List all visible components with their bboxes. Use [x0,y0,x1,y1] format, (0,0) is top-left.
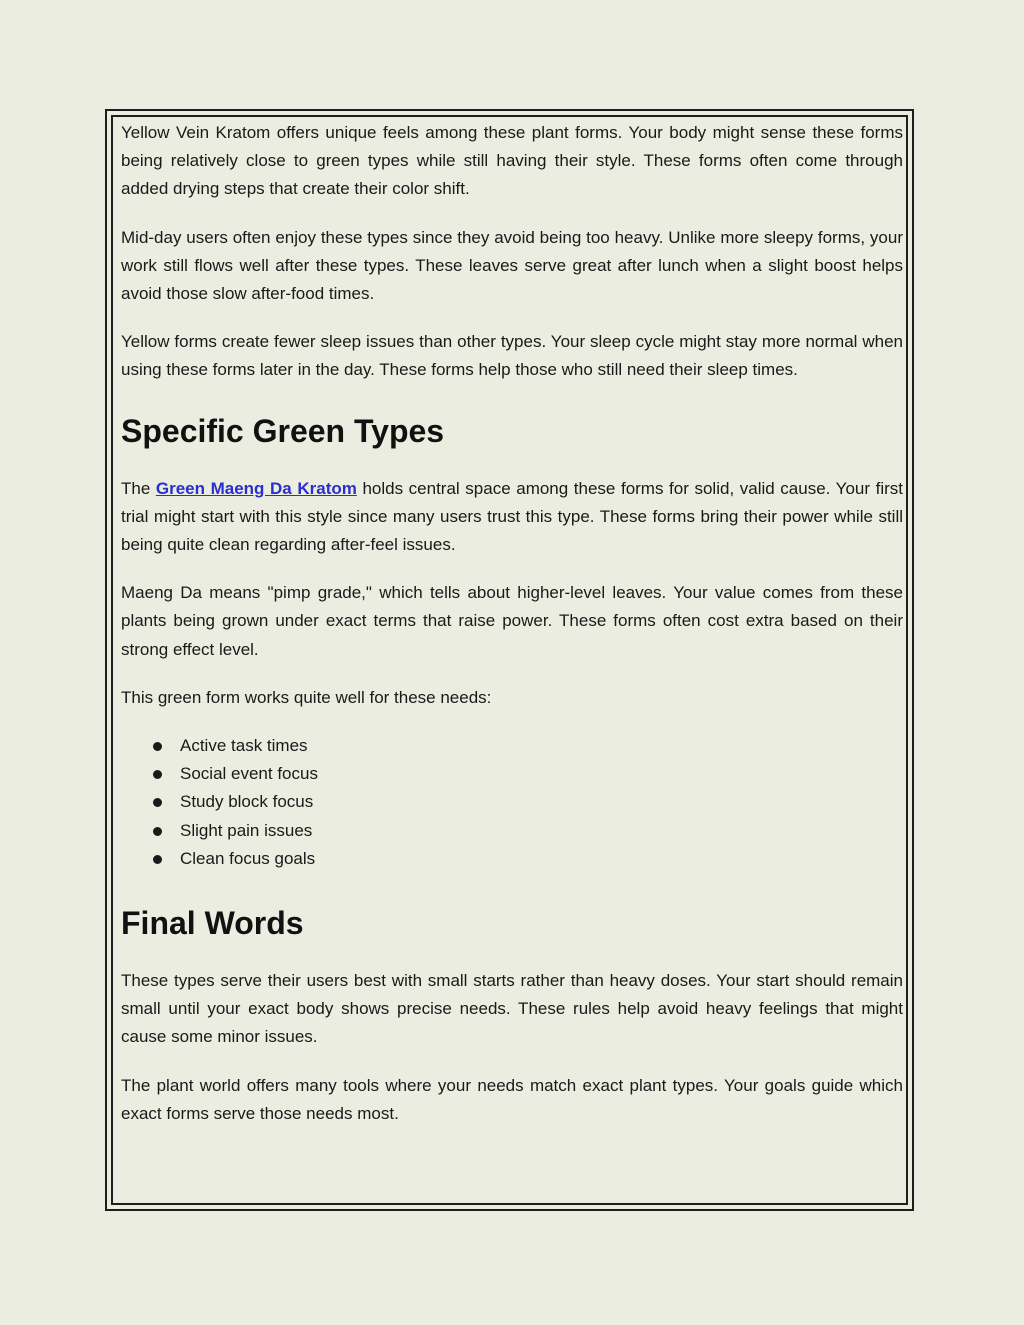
bullet-icon [153,827,162,836]
paragraph: Yellow forms create fewer sleep issues than other types. Your sleep cycle might stay more normal when using these forms later in the day. These forms help those who still need their sleep times. [121,332,903,380]
green-maeng-da-kratom-link[interactable]: Green Maeng Da Kratom [155,478,357,498]
paragraph: Yellow Vein Kratom offers unique feels among these plant forms. Your body might sense these forms being relatively close to green types while still having their style. These forms often come through added drying steps that create their color shift. [121,123,903,199]
paragraph: This green form works quite well for these needs: [121,687,492,707]
bullet-icon [153,742,162,751]
section-heading-final-words: Final Words [121,905,304,942]
list-item: Study block focus [121,788,903,816]
list-item: Slight pain issues [121,817,903,845]
section-heading-specific-green-types: Specific Green Types [121,412,445,449]
paragraph: Maeng Da means "pimp grade," which tells about higher-level leaves. Your value comes from these plants being grown under exact terms that raise power. These forms often cost extra based on their strong effect level. [121,583,903,659]
paragraph-text: holds central space among these forms for solid, valid cause. Your first trial might start with this style since many users trust this type. These forms bring their power while still being quite clean regarding after-feel issues. [121,478,903,555]
list-item: Clean focus goals [121,845,903,873]
paragraph: Mid-day users often enjoy these types since they avoid being too heavy. Unlike more sleepy forms, your work still flows well after these types. These leaves serve great after lunch when a slight boost helps avoid those slow after-food times. [121,227,903,304]
list-item: Social event focus [121,760,903,788]
paragraph-text: The [121,478,151,498]
paragraph-with-link [121,475,903,560]
list-item: Active task times [121,732,903,760]
paragraph: The plant world offers many tools where your needs match exact plant types. Your goals guide which exact forms serve those needs most. [121,1075,903,1123]
paragraph: These types serve their users best with small starts rather than heavy doses. Your start should remain small until your exact body shows precise needs. These rules help avoid heavy feelings that might cause some minor issues. [121,971,903,1047]
bullet-icon [153,798,162,807]
document-content [121,119,903,1148]
bullet-icon [153,770,162,779]
bullet-icon [153,855,162,864]
needs-list [121,732,903,873]
